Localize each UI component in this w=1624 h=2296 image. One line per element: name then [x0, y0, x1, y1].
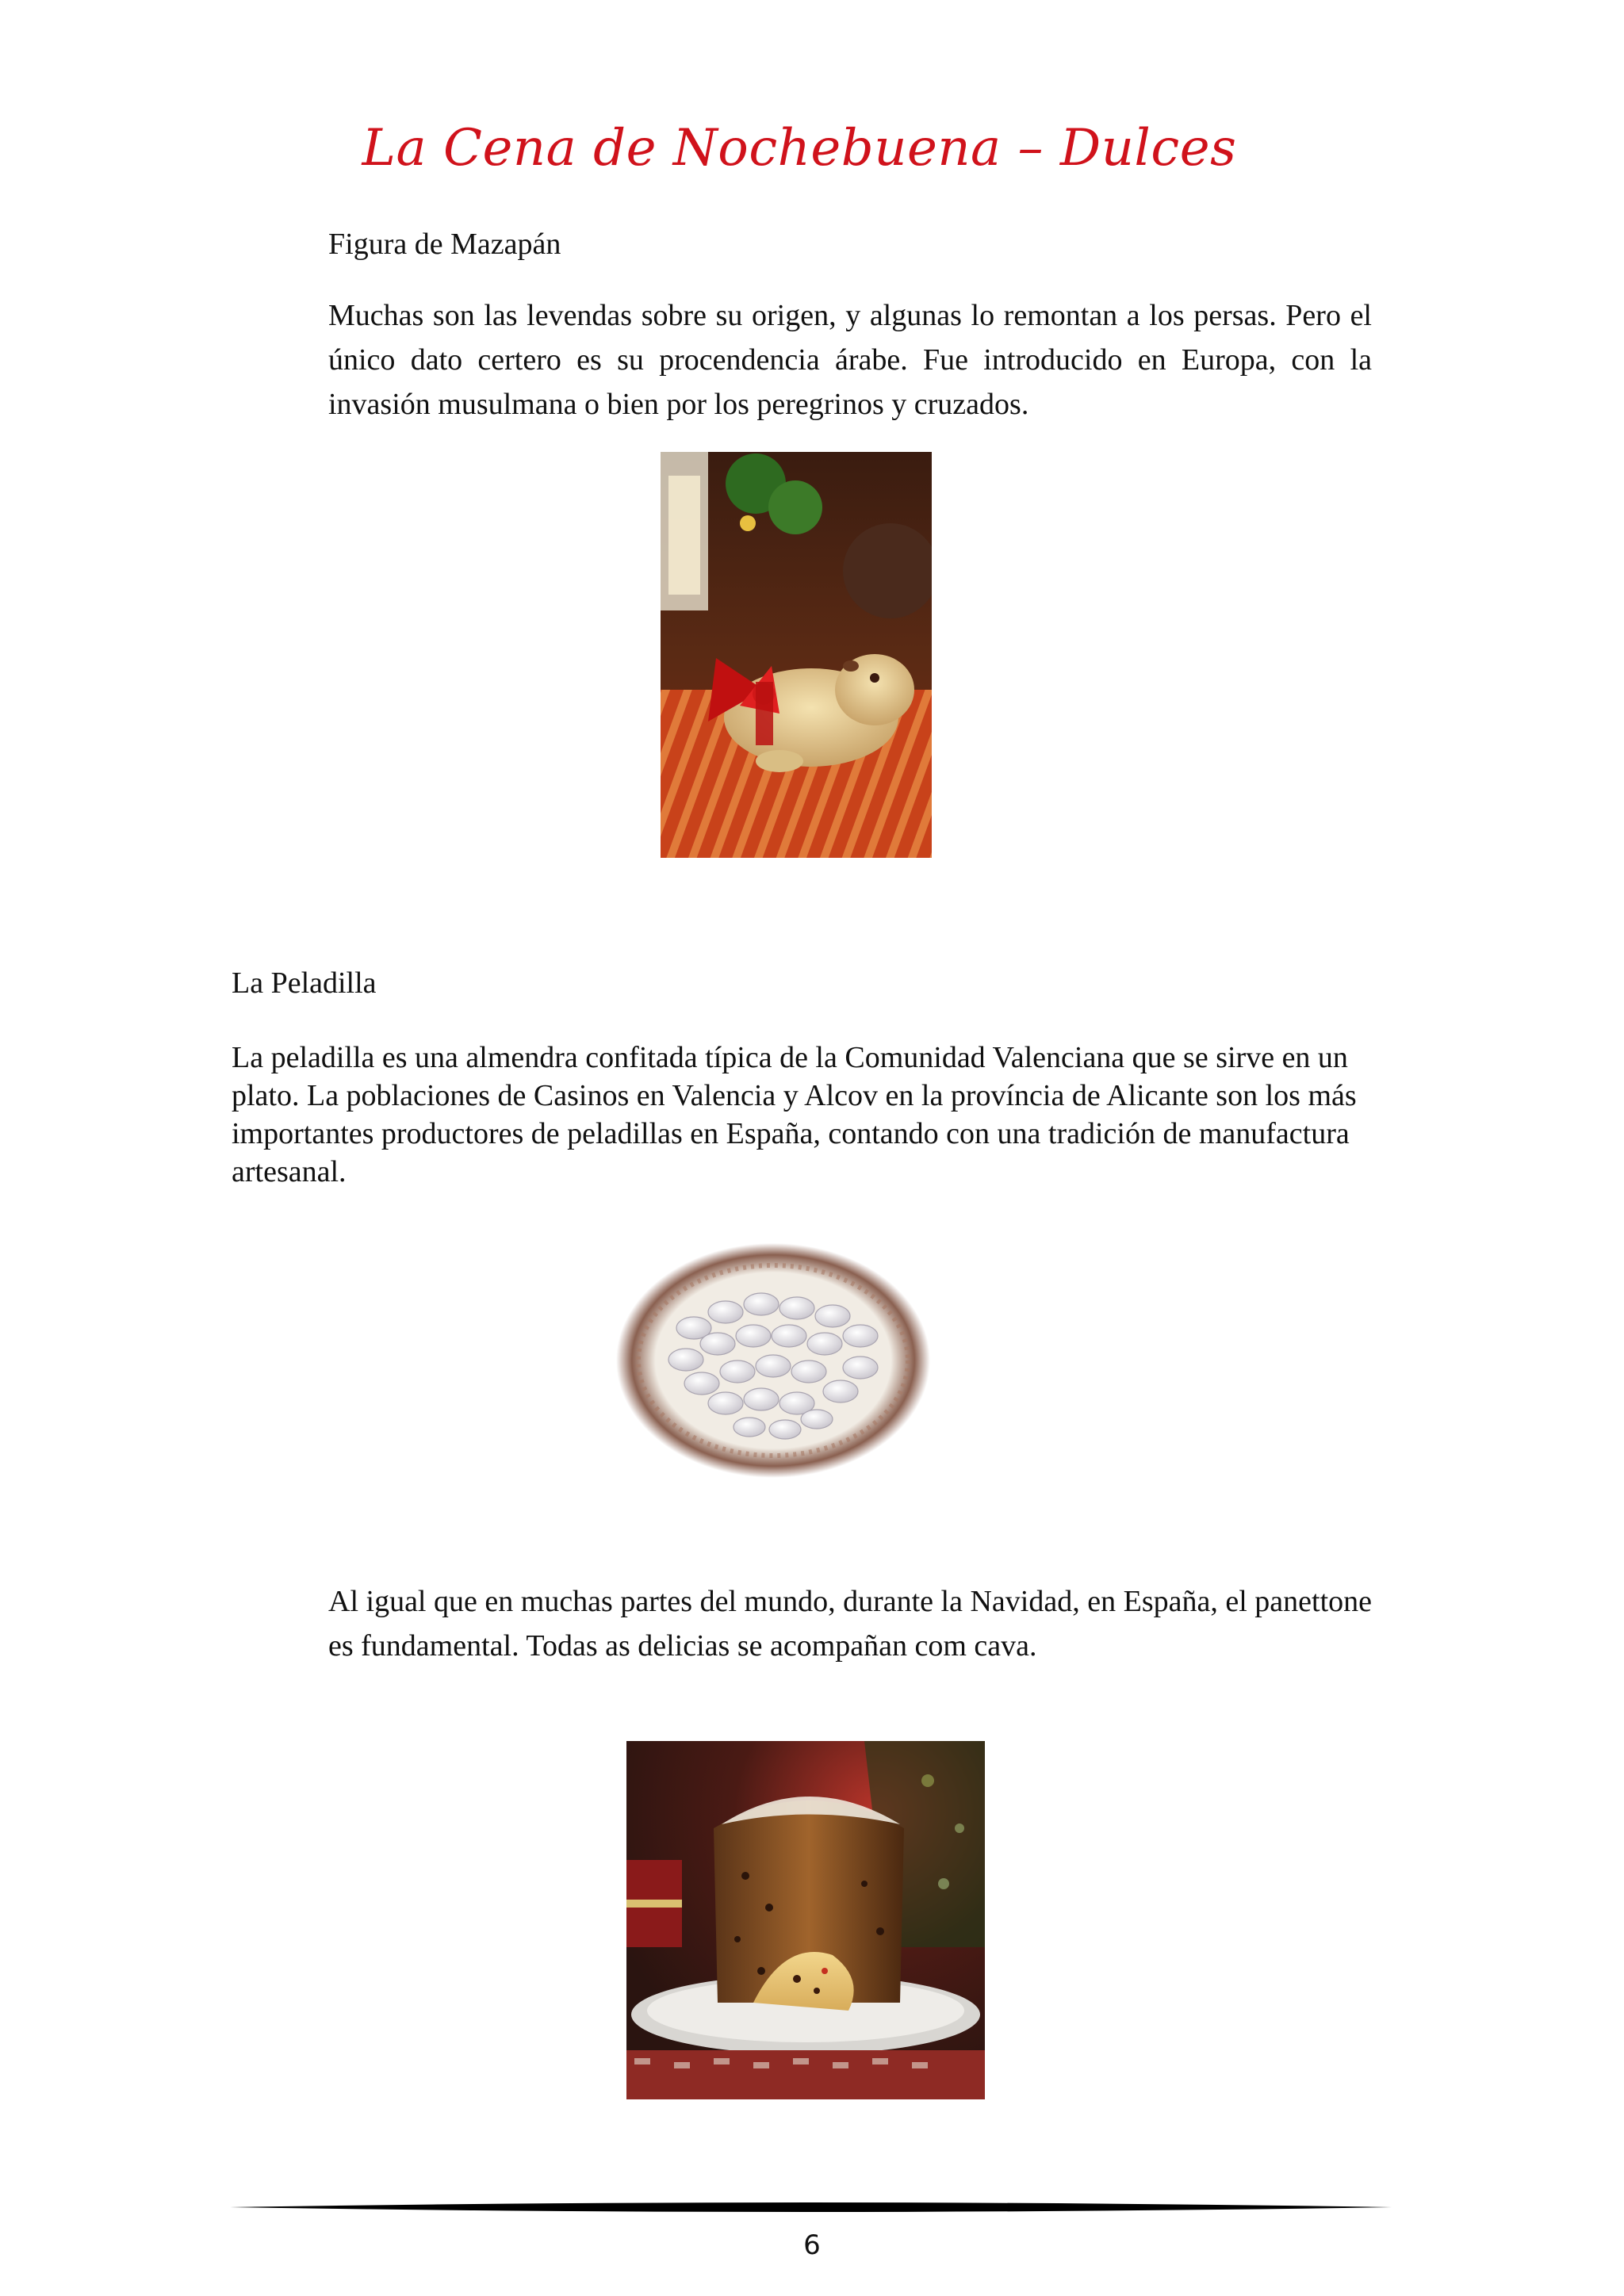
- section-text-mazapan: Muchas son las levendas sobre su origen, y algunas lo remontan a los persas. Pero el único dato certero es su procendencia árabe. Fue introducido en Europa, con la invasión musulmana o bien por los peregrinos y cruzados.: [328, 299, 1372, 421]
- marzipan-pig-photo: [661, 452, 932, 858]
- page-number: 6: [803, 2229, 821, 2261]
- section-heading-peladilla: La Peladilla: [232, 966, 377, 1000]
- page-title: La Cena de Nochebuena – Dulces: [362, 119, 1237, 178]
- section-text-peladilla: La peladilla es una almendra confitada típica de la Comunidad Valenciana que se sirve en un plato. La poblaciones de Casinos en Valencia y Alcov en la província de Alicante son los más importantes productores de peladillas en España, contando con una tradición de manufactura artesanal.: [232, 1041, 1357, 1188]
- peladillas-plate-photo: [615, 1241, 932, 1480]
- section-text-panettone: Al igual que en muchas partes del mundo, durante la Navidad, en España, el panettone es fundamental. Todas as delicias se acompañan com cava.: [328, 1585, 1372, 1663]
- panettone-photo: [626, 1741, 985, 2099]
- section-heading-mazapan: Figura de Mazapán: [328, 228, 561, 261]
- footer-divider: [230, 2201, 1392, 2214]
